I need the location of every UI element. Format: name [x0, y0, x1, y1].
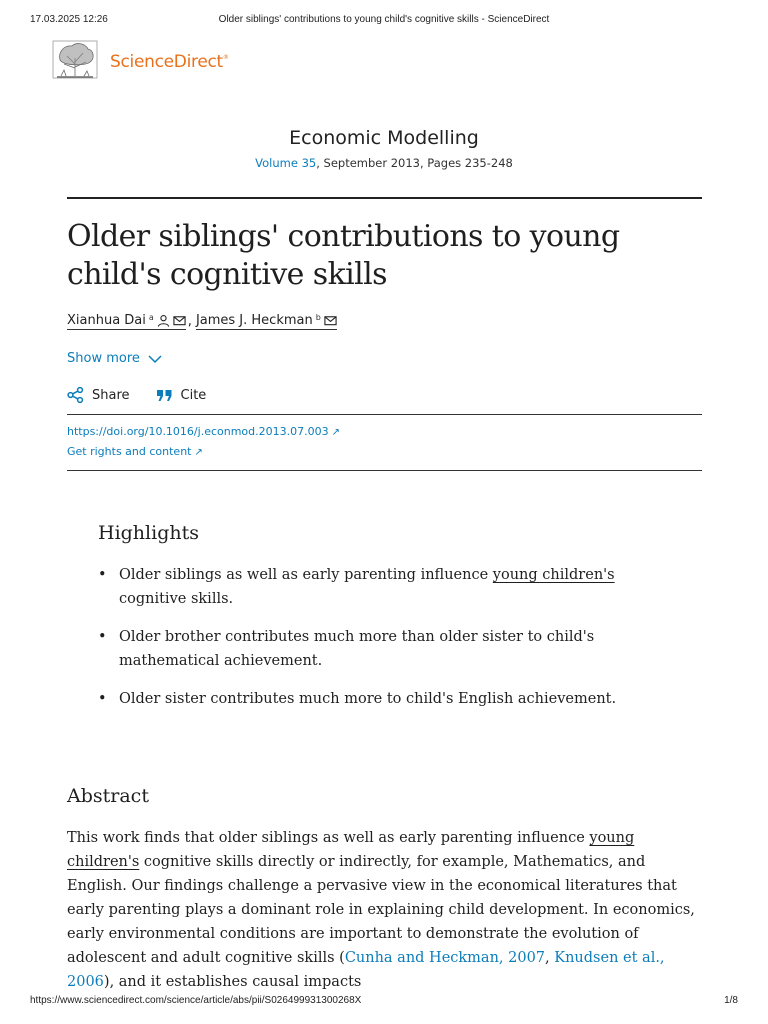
print-page-title: Older siblings' contributions to young child's cognitive skills - ScienceDirect	[218, 14, 550, 25]
highlights-heading: Highlights	[98, 522, 199, 544]
print-url: https://www.sciencedirect.com/science/article/abs/pii/S026499931300268X	[30, 995, 362, 1006]
author-heckman[interactable]	[196, 313, 337, 330]
header-divider	[67, 197, 702, 199]
cite-label: Cite	[180, 387, 207, 403]
bullet: •	[98, 691, 107, 707]
abstract-heading: Abstract	[67, 785, 149, 807]
external-link-icon: ↗	[194, 447, 203, 458]
person-icon	[157, 314, 170, 327]
quote-icon	[156, 387, 173, 403]
cite-button[interactable]	[156, 387, 207, 403]
mail-icon	[324, 314, 337, 327]
highlight-item: • Older sister contributes much more to child's English achievement.	[98, 687, 618, 711]
author-list	[67, 313, 337, 330]
show-more-button[interactable]	[67, 351, 162, 366]
show-more-label: Show more	[67, 351, 140, 366]
issue-details: , September 2013, Pages 235-248	[316, 156, 513, 170]
highlight-item: • Older siblings as well as early parenting influence young children's cognitive skills.	[98, 563, 618, 611]
sciencedirect-logo[interactable]: ScienceDirect®	[110, 52, 229, 72]
volume-link[interactable]: Volume 35	[255, 156, 317, 170]
topic-link[interactable]: young children's	[67, 830, 635, 870]
bullet: •	[98, 567, 107, 583]
issue-info	[0, 156, 768, 170]
share-label: Share	[92, 387, 130, 403]
abstract-text: This work finds that older siblings as well as early parenting influence young children's cognitive skills directly or indirectly, for example, Mathematics, and English. Our findings challenge a pervasive view in the economical literatures that early parenting plays a dominant role in explaining child development. In economics, early environmental conditions are important to demonstrate the evolution of adolescent and adult cognitive skills (Cunha and Heckman, 2007, Knudsen et al., 2006), and it establishes causal impacts	[67, 830, 695, 990]
share-button[interactable]	[67, 387, 130, 403]
reference-link-cunha[interactable]: Cunha and Heckman, 2007	[344, 950, 546, 966]
bullet: •	[98, 629, 107, 645]
print-date: 17.03.2025 12:26	[30, 14, 108, 25]
chevron-down-icon	[148, 354, 162, 364]
elsevier-tree-icon[interactable]	[52, 40, 98, 80]
author-dai[interactable]	[67, 313, 186, 330]
affiliation-marker: a	[148, 313, 154, 322]
highlight-item: • Older brother contributes much more than older sister to child's mathematical achievement.	[98, 625, 618, 673]
actions-divider	[67, 414, 702, 415]
article-actions	[67, 387, 206, 403]
author-name: James J. Heckman	[195, 313, 313, 328]
highlights-list	[98, 563, 618, 725]
print-page-number: 1/8	[724, 995, 738, 1006]
author-separator: ,	[187, 314, 192, 329]
mail-icon	[173, 314, 186, 327]
article-title: Older siblings' contributions to young child's cognitive skills	[67, 219, 620, 292]
rights-link[interactable]: Get rights and content ↗	[67, 445, 203, 458]
doi-link[interactable]: https://doi.org/10.1016/j.econmod.2013.07.003 ↗	[67, 425, 341, 438]
external-link-icon: ↗	[331, 427, 341, 438]
journal-title[interactable]: Economic Modelling	[289, 127, 479, 149]
share-icon	[67, 387, 84, 403]
reference-link-knudsen[interactable]: Knudsen et al., 2006	[67, 950, 665, 990]
topic-link[interactable]: young children's	[492, 567, 615, 583]
affiliation-marker: b	[315, 313, 321, 322]
links-divider	[67, 470, 702, 471]
author-name: Xianhua Dai	[67, 313, 146, 328]
